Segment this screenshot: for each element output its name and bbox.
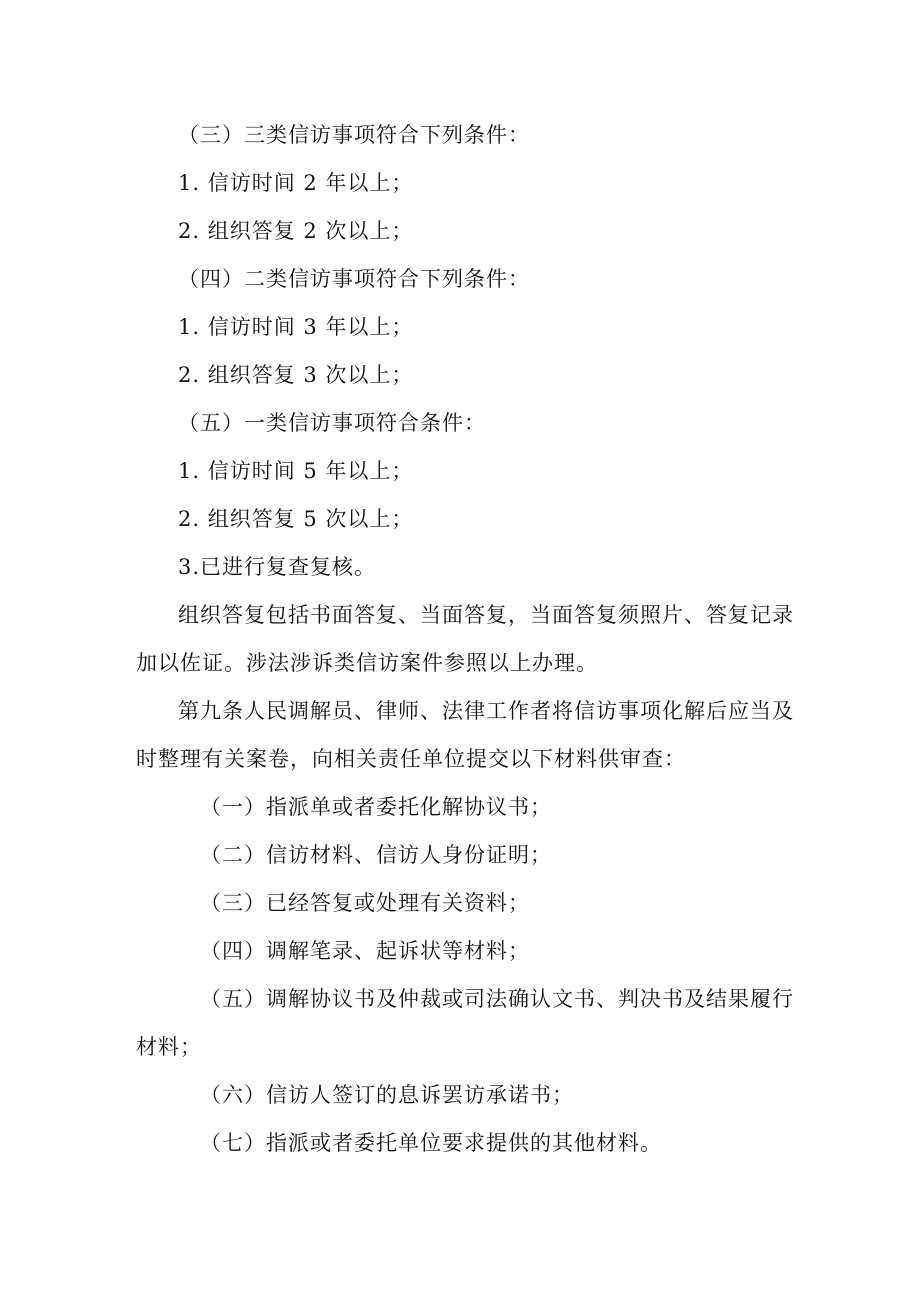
text-line: （六）信访人签订的息诉罢访承诺书； (200, 1083, 574, 1107)
text-line: （一）指派单或者委托化解协议书； (200, 795, 552, 819)
text-line: （四）二类信访事项符合下列条件： (178, 267, 530, 291)
text-line: （三）已经答复或处理有关资料； (200, 891, 530, 915)
text-line: 组织答复包括书面答复、当面答复，当面答复须照片、答复记录 (178, 603, 794, 627)
text-line: 2. 组织答复 2 次以上； (178, 219, 414, 243)
text-line: （五）调解协议书及仲裁或司法确认文书、判决书及结果履行 (200, 987, 794, 1011)
text-line: （四）调解笔录、起诉状等材料； (200, 939, 530, 963)
text-line: 1. 信访时间 2 年以上； (178, 171, 414, 195)
text-line: （三）三类信访事项符合下列条件： (178, 123, 530, 147)
text-line: 材料； (136, 1035, 202, 1059)
text-line: 1. 信访时间 5 年以上； (178, 459, 414, 483)
text-line: （二）信访材料、信访人身份证明； (200, 843, 552, 867)
text-line: 加以佐证。涉法涉诉类信访案件参照以上办理。 (136, 651, 598, 675)
text-line: 1. 信访时间 3 年以上； (178, 315, 414, 339)
text-line: （七）指派或者委托单位要求提供的其他材料。 (200, 1131, 662, 1155)
text-line: 3.已进行复查复核。 (178, 555, 377, 579)
text-line: 2. 组织答复 5 次以上； (178, 507, 414, 531)
text-line: （五）一类信访事项符合条件： (178, 411, 486, 435)
text-line: 2. 组织答复 3 次以上； (178, 363, 414, 387)
text-line: 第九条人民调解员、律师、法律工作者将信访事项化解后应当及 (178, 699, 794, 723)
text-line: 时整理有关案卷，向相关责任单位提交以下材料供审查： (136, 747, 686, 771)
